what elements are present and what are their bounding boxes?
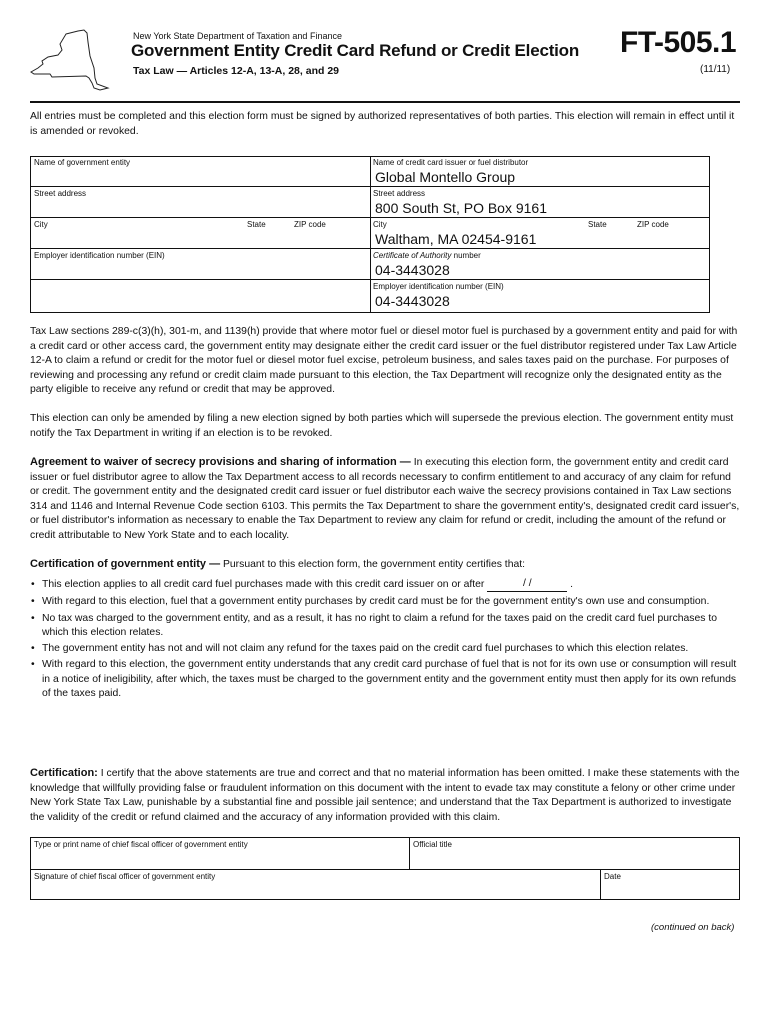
issuer-city-value[interactable]: Waltham, MA 02454-9161 xyxy=(375,231,537,247)
certification-title: Certification: xyxy=(30,767,98,779)
agreement-paragraph: Agreement to waiver of secrecy provisions and sharing of information — In executing this election form, the government entity and credit card issuer or fuel distributor agree to allow the Tax Department access to all records necessary to confirm entitlement to and accuracy of any claim for refund or credit. The government entity and the designated credit card issuer or fuel distributor each waive the secrecy provisions contained in Tax Law sections 314 and 1146 and Internal Revenue Code section 6103. This permits the Tax Department to share the government entity's, designated credit card issuer's, or fuel distributor's information as necessary to enable the Tax Department to review any claim for refund or credit, including the amount of the refund or credit attributable to New York State and to each locality. xyxy=(30,456,740,541)
issuer-name-value[interactable]: Global Montello Group xyxy=(375,169,516,185)
department-name: New York State Department of Taxation and Finance xyxy=(133,31,342,41)
ny-state-outline-icon xyxy=(28,28,110,98)
print-name-label: Type or print name of chief fiscal officer of government entity xyxy=(34,840,248,849)
tax-law-paragraph: Tax Law sections 289-c(3)(h), 301-m, and 1139(h) provide that where motor fuel or diesel motor fuel is purchased by a government entity and paid for with a credit card or other access card, the government entity may designate either the credit card issuer or the fuel distributor registered under Tax Law Article 12-A to claim a refund or credit for the motor fuel or diesel motor fuel excise, petroleum business, and sales taxes paid on the purchase. For purposes of reviewing and processing any refund or credit claim made pursuant to this election, the Tax Department will recognize only the designated entity as the party eligible to receive any refund or credit that may be approved. xyxy=(30,326,738,395)
effective-date-field[interactable]: / / xyxy=(487,577,567,592)
gov-street-address-label: Street address xyxy=(34,189,87,198)
date-label: Date xyxy=(604,872,621,881)
gov-state-label: State xyxy=(247,220,266,229)
official-title-label: Official title xyxy=(413,840,452,849)
cert-entity-title: Certification of government entity — xyxy=(30,558,221,570)
coa-label: Certificate of Authority number xyxy=(373,251,481,260)
continued-on-back: (continued on back) xyxy=(651,922,735,933)
signature-field[interactable] xyxy=(31,880,599,899)
agreement-title: Agreement to waiver of secrecy provisions and sharing of information — xyxy=(30,456,411,468)
gov-ein-field[interactable] xyxy=(31,259,369,279)
issuer-street-label: Street address xyxy=(373,189,426,198)
gov-entity-name-field[interactable] xyxy=(31,166,369,186)
date-field[interactable] xyxy=(601,880,739,899)
gov-city-state-zip-field[interactable] xyxy=(31,228,369,248)
list-item: • With regard to this election, fuel that a government entity purchases by credit card must be for the government entity's own use and consumption. xyxy=(31,596,710,608)
form-number: FT-505.1 xyxy=(620,26,737,59)
print-name-field[interactable] xyxy=(31,848,408,869)
intro-text: All entries must be completed and this election form must be signed by authorized representatives of both parties. This election will remain in effect until it is amended or revoked. xyxy=(30,111,735,137)
issuer-name-label: Name of credit card issuer or fuel distributor xyxy=(373,158,529,167)
issuer-ein-label: Employer identification number (EIN) xyxy=(373,282,504,291)
gov-street-address-field[interactable] xyxy=(31,197,369,217)
certification-bullets xyxy=(30,578,742,703)
list-item: • No tax was charged to the government entity, and as a result, it has no right to claim a refund for the taxes paid on the credit card fuel purchases to which this election relates. xyxy=(31,612,717,638)
header-divider xyxy=(30,101,740,103)
issuer-city-label: City xyxy=(373,220,387,229)
gov-ein-label: Employer identification number (EIN) xyxy=(34,251,165,260)
amendment-paragraph: This election can only be amended by filing a new election signed by both parties which will supersede the previous election. The government entity must notify the Tax Department in writing if an election is to be revoked. xyxy=(30,413,734,439)
issuer-ein-value[interactable]: 04-3443028 xyxy=(375,293,450,309)
gov-zip-label: ZIP code xyxy=(294,220,326,229)
list-item: • This election applies to all credit card fuel purchases made with this credit card issuer on or after / / . xyxy=(30,578,742,593)
coa-value[interactable]: 04-3443028 xyxy=(375,262,450,278)
signature-box xyxy=(30,837,740,900)
form-subtitle: Tax Law — Articles 12-A, 13-A, 28, and 29 xyxy=(133,65,339,77)
list-item: • With regard to this election, the government entity understands that any credit card purchase of fuel that is not for its own use or consumption will result in a notice of ineligibility, after which, the taxes must be charged to the government entity and the government entity must then apply for its own refunds of the taxes paid. xyxy=(31,659,737,700)
gov-city-label: City xyxy=(34,220,48,229)
issuer-zip-label: ZIP code xyxy=(637,220,669,229)
issuer-state-label: State xyxy=(588,220,607,229)
certification-paragraph: Certification: I certify that the above statements are true and correct and that no material information has been omitted. I make these statements with the knowledge that willfully providing false or fraudulent information on this document with the intent to evade tax may constitute a felony or other crime under New York State Tax Law, punishable by a substantial fine and possible jail sentence; and understand that the Tax Department is authorized to investigate the validity of the credit or refund claimed and the accuracy of any information provided with this claim. xyxy=(30,767,740,823)
revision-date: (11/11) xyxy=(700,64,731,75)
form-title: Government Entity Credit Card Refund or Credit Election xyxy=(131,41,580,60)
cert-entity-heading: Certification of government entity — Pursuant to this election form, the government entity certifies that: xyxy=(30,558,526,570)
entity-info-grid xyxy=(30,156,710,313)
official-title-field[interactable] xyxy=(410,848,739,869)
issuer-street-value[interactable]: 800 South St, PO Box 9161 xyxy=(375,200,548,216)
signature-label: Signature of chief fiscal officer of government entity xyxy=(34,872,216,881)
gov-entity-name-label: Name of government entity xyxy=(34,158,131,167)
list-item: • The government entity has not and will not claim any refund for the taxes paid on the credit card fuel purchases to which this election relates. xyxy=(31,643,689,655)
